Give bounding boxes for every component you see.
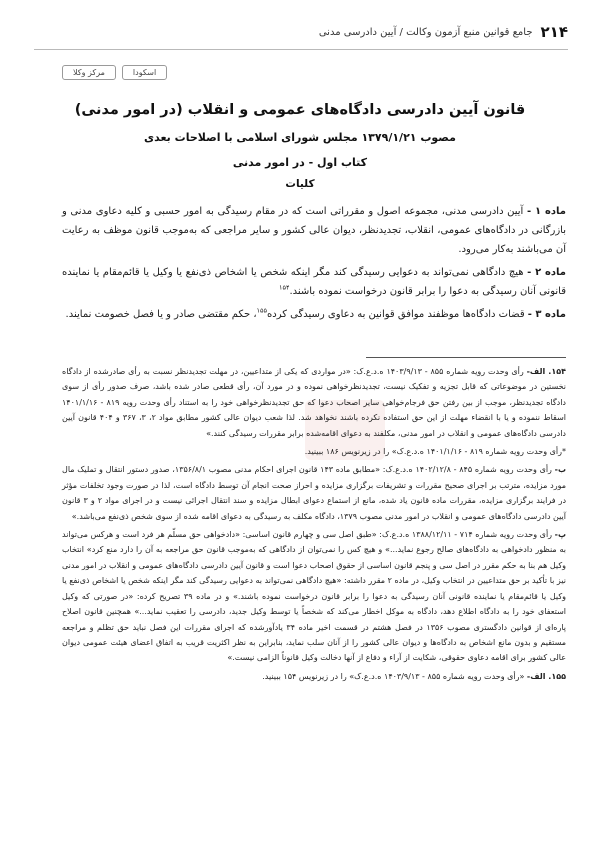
article-label: ماده ۳ - (527, 309, 566, 320)
footnote-154-b (62, 462, 566, 524)
law-title: قانون آیین دادرسی دادگاه‌های عمومی و انقلاب (در امور مدنی) (74, 102, 526, 118)
footnote-label: ب- (554, 465, 566, 475)
footnote-label: ۱۵۵. الف- (526, 671, 566, 681)
header-divider (34, 49, 568, 50)
article-label: ماده ۱ - (526, 206, 566, 217)
article-2 (62, 263, 566, 301)
tag-markaz-vokala: مرکز وکلا (62, 65, 116, 80)
page-number: ۲۱۴ (540, 23, 568, 41)
page-header (34, 22, 568, 42)
article-text: آیین دادرسی مدنی، مجموعه اصول و مقرراتی است که در مقام رسیدگی به امور حسبی و کلیه دعاوی مدنی و بازرگانی در دادگاه‌های عمومی، انقلاب، تجدیدنظر، دیوان عالی کشور و سایر مراجعی که به‌موجب قانون موظف به رعایت آن می‌باشند به‌کار می‌رود. (62, 206, 566, 255)
law-subtitle: مصوب ۱۳۷۹/۱/۲۱ مجلس شورای اسلامی با اصلاحات بعدی (144, 131, 456, 144)
article-3 (62, 305, 566, 324)
footnote-154-note (62, 444, 566, 459)
running-title: جامع قوانین منبع آزمون وکالت / آیین دادرسی مدنی (318, 26, 533, 38)
footnote-divider (366, 357, 566, 358)
footnote-text: رأی وحدت رویه شماره ۸۴۵ - ۱۴۰۲/۱۲/۸ ه.د.ع.ک: «مطابق ماده ۱۴۳ قانون اجرای احکام مدنی مصوب ۱۳۵۶/۸/۱، صدور دستور انتقال و تملیک مال مورد مزایده، مترتب بر اجرای صحیح مقررات و تشریفات برگزاری مزایده و احراز صحت انجام آن توسط دادگاه است، لذا در صورت وجود تخلفات مؤثر در فرایند برگزاری مزایده، مقررات ماده قانون یاد شده، مانع از استماع دعوای ابطال مزایده و سند انتقال اجرائی نیست و در اجرای مواد ۲ و ۳ قانون آیین دادرسی دادگاه‌های عمومی و انقلاب در امور مدنی مصوب ۱۳۷۹، دادگاه مکلف به رسیدگی به دعوای اقامه شده از سوی شخص ذی‌نفع می‌باشد.» (62, 465, 567, 521)
footnote-155-a (62, 669, 566, 684)
tag-skoda: اسکودا (122, 65, 167, 80)
book-heading: کتاب اول - در امور مدنی (232, 156, 368, 169)
footnote-154-p (62, 527, 566, 666)
source-tags (62, 65, 167, 80)
footnotes (62, 364, 566, 687)
footnote-text: «رأی وحدت رویه شماره ۸۵۵ - ۱۴۰۳/۹/۱۳ ه.د.ع.ک» را در زیرنویس ۱۵۴ ببینید. (262, 671, 527, 681)
article-label: ماده ۲ - (527, 267, 566, 278)
footnote-label: ۱۵۴. الف- (526, 367, 566, 376)
footnote-label: پ- (554, 530, 566, 540)
footnote-text: *رأی وحدت رویه شماره ۸۱۹ - ۱۴۰۱/۱/۱۶ ه.د.ع.ک» را در زیرنویس ۱۸۶ ببینید. (304, 447, 566, 457)
section-heading: کلیات (285, 178, 315, 190)
footnote-text: رأی وحدت رویه شماره ۸۵۵ - ۱۴۰۳/۹/۱۳ ه.د.ع.ک: «در مواردی که یکی از متداعیین، در مهلت تجدیدنظر نسبت به رأی صادرشده از دادگاه نخستین در موضوعاتی که قابل تجزیه و تفکیک نیست، تجدیدنظرخواهی نموده و در مورد آن، رأی قطعی صادر شده باشد، صرف صدور رأی از سوی دادگاه تجدیدنظر، موجب از بین رفتن حق فرجام‌خواهی سایر اصحاب دعوا که حق تجدیدنظرخواهی خود را به استناد رأی وحدت رویه ۸۱۹ - ۱۴۰۱/۱/۱۶ اسقاط ننموده و یا با انقضاء مهلت از این حق استفاده نکرده باشند نخواهد شد. لذا شعب دیوان عالی کشور مطابق مواد ۲، ۳، ۳۶۷ و ۴۰۴ قانون آیین دادرسی دادگاه‌های عمومی و انقلاب در امور مدنی، مکلفند به دعوای اقامه‌شده برابر مقررات رسیدگی کنند.» (62, 367, 566, 438)
article-1 (62, 202, 566, 259)
footnote-154-a (62, 364, 566, 441)
footnote-ref[interactable]: ۱۵۴ (279, 283, 290, 292)
footnote-text: رأی وحدت رویه شماره ۷۱۴ - ۱۳۸۸/۱۲/۱۱ ه.د.ع.ک: «طبق اصل سی و چهارم قانون اساسی: «دادخواهی حق مسلّم هر فرد است و هرکس می‌تواند به منظور دادخواهی به دادگاه‌های صالح رجوع نماید...» و هیچ کس را نمی‌توان از دادگاهی که به‌موجب قانون حق مراجعه به آن را دارد منع کرد» انتخاب وکیل هم بنا به حکم مقرر در اصل سی و پنجم قانون اساسی از حقوق اصحاب دعوا است و قانون آیین دادرسی دادگاه‌های عمومی و انقلاب در امور مدنی نیز با تأکید بر حق متداعیین در انتخاب وکیل، در ماده ۲ مقرر داشته: «هیچ دادگاهی نمی‌تواند به دعوایی رسیدگی کند مگر اینکه شخص یا اشخاص ذی‌نفع یا وکیل یا قائم‌مقام یا نماینده قانونی آنان رسیدگی به دعوا را برابر قانون درخواست نموده باشند.» و در ماده ۳۹ تصریح کرده: «در صورتی که وکیل استعفای خود را به دادگاه اطلاع دهد، دادگاه به موکل اخطار می‌کند که شخصاً یا توسط وکیل جدید، دادرسی را تعقیب نماید...» همچنین قانون اصلاح پاره‌ای از قوانین دادگستری مصوب ۱۳۵۶ در فصل هشتم در قسمت اخیر ماده ۳۴ یادآورشده که اجرای مقررات این فصل نباید حق تظلم و مراجعه مستقیم و بدون مانع اشخاص به دادگاه‌ها و دیوان عالی کشور را از آنان سلب نماید، بنابراین به نظر اکثریت قریب به اتفاق اعضای هیئت عمومی دیوان عالی کشور برای اقامه دعاوی حقوقی، شکایت از آراء و دفاع از آنها دخالت وکیل قانوناً الزامی نیست.» (62, 530, 567, 663)
articles-body (62, 202, 566, 328)
article-text-continued: ، حکم مقتضی صادر و یا فصل خصومت نمایند. (65, 309, 257, 320)
article-text: قضات دادگاه‌ها موظفند موافق قوانین به دعاوی رسیدگی کرده (267, 309, 528, 320)
footnote-ref[interactable]: ۱۵۵ (256, 306, 268, 315)
article-text: هیچ دادگاهی نمی‌تواند به دعوایی رسیدگی کند مگر اینکه شخص یا اشخاص ذی‌نفع یا وکیل یا قائم‌مقام یا نماینده قانونی آنان رسیدگی به دعوا را برابر قانون درخواست نموده باشند. (62, 267, 566, 297)
